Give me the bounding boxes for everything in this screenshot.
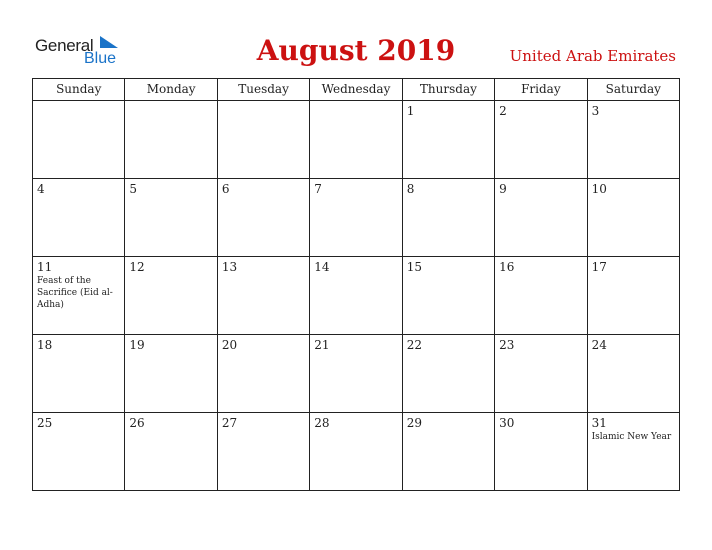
day-number: 28 <box>314 416 330 430</box>
day-cell <box>403 335 495 413</box>
day-number: 12 <box>129 260 145 274</box>
weekday-header: Wednesday <box>310 79 402 101</box>
day-number: 2 <box>499 104 507 118</box>
day-cell <box>33 179 125 257</box>
day-number: 7 <box>314 182 322 196</box>
day-number: 1 <box>406 104 415 118</box>
day-cell <box>588 257 680 335</box>
day-number: 21 <box>314 338 330 352</box>
holiday-label: Feast of the Sacrifice (Eid al-Adha) <box>37 276 113 310</box>
day-number: 11 <box>37 260 53 274</box>
weekday-header: Sunday <box>33 79 125 101</box>
day-cell <box>33 257 125 335</box>
day-number: 26 <box>129 416 145 430</box>
calendar-title: August 2019 <box>256 34 456 67</box>
weekday-header: Tuesday <box>218 79 310 101</box>
day-number: 31 <box>591 416 607 430</box>
day-cell <box>588 335 680 413</box>
day-cell <box>495 257 587 335</box>
day-cell <box>33 413 125 491</box>
day-number: 20 <box>221 338 238 352</box>
day-cell <box>125 101 217 179</box>
day-number: 10 <box>591 182 607 196</box>
day-cell <box>310 101 402 179</box>
day-number: 16 <box>499 260 515 274</box>
logo-text-general: General <box>35 36 94 55</box>
day-number: 25 <box>37 416 53 430</box>
day-cell <box>33 335 125 413</box>
day-number: 18 <box>37 338 53 352</box>
day-number: 22 <box>406 338 422 352</box>
day-cell <box>403 257 495 335</box>
holiday-label: Islamic New Year <box>591 432 672 442</box>
day-cell <box>218 257 310 335</box>
day-number: 24 <box>591 338 607 352</box>
day-number: 9 <box>499 182 507 196</box>
day-cell <box>495 179 587 257</box>
day-number: 23 <box>499 338 515 352</box>
day-cell <box>495 413 587 491</box>
weekday-header: Thursday <box>403 79 495 101</box>
day-number: 3 <box>591 104 600 118</box>
day-cell <box>495 335 587 413</box>
day-cell <box>218 101 310 179</box>
weekday-header: Saturday <box>588 79 680 101</box>
day-number: 13 <box>221 260 238 274</box>
day-cell <box>125 257 217 335</box>
day-cell <box>33 101 125 179</box>
day-number: 4 <box>37 182 45 196</box>
day-cell <box>310 179 402 257</box>
day-number: 30 <box>499 416 515 430</box>
day-cell <box>218 335 310 413</box>
day-number: 8 <box>406 182 415 196</box>
day-cell <box>495 101 587 179</box>
day-cell <box>310 335 402 413</box>
weekday-header: Friday <box>495 79 587 101</box>
day-number: 14 <box>314 260 330 274</box>
day-cell <box>218 413 310 491</box>
day-cell <box>310 413 402 491</box>
day-cell <box>588 179 680 257</box>
day-number: 6 <box>221 182 230 196</box>
day-cell <box>125 413 217 491</box>
day-cell <box>588 413 680 491</box>
day-number: 29 <box>406 416 422 430</box>
weekday-header: Monday <box>125 79 217 101</box>
day-cell <box>218 179 310 257</box>
calendar-grid <box>32 78 680 491</box>
day-cell <box>403 413 495 491</box>
day-cell <box>403 101 495 179</box>
day-number: 27 <box>221 416 238 430</box>
logo-text-blue: Blue <box>84 50 117 67</box>
day-cell <box>588 101 680 179</box>
day-cell <box>403 179 495 257</box>
day-number: 17 <box>591 260 607 274</box>
day-cell <box>125 179 217 257</box>
day-number: 19 <box>129 338 145 352</box>
day-cell <box>310 257 402 335</box>
day-number: 15 <box>406 260 422 274</box>
day-cell <box>125 335 217 413</box>
day-number: 5 <box>129 182 138 196</box>
country-name: United Arab Emirates <box>509 47 676 65</box>
